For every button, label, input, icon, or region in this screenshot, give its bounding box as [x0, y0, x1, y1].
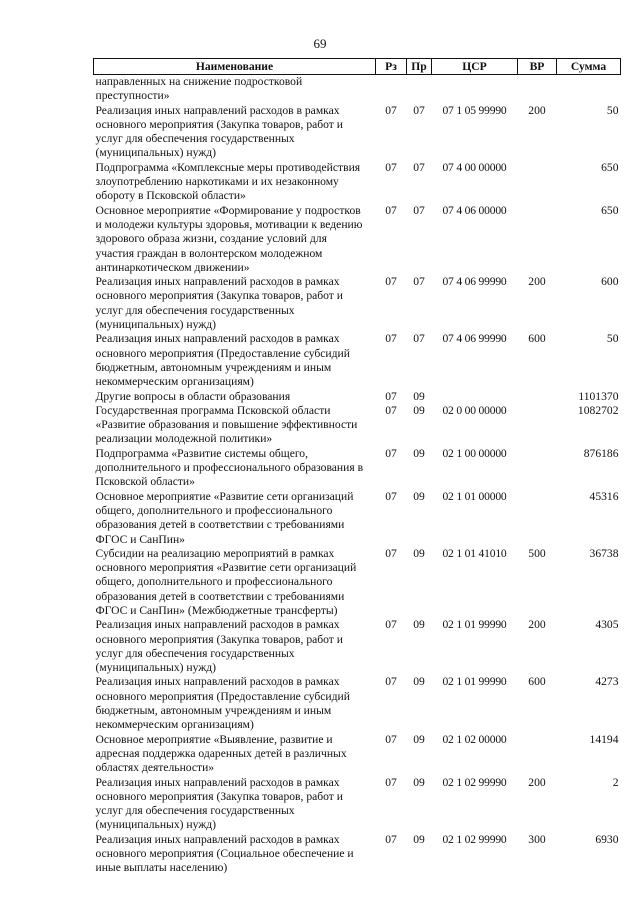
table-row: [94, 390, 621, 404]
row-rz: 07: [385, 446, 397, 460]
row-rz: 07: [385, 775, 397, 789]
table-row: [94, 776, 621, 833]
row-name: Основное мероприятие «Выявление, развитие и адресная поддержка одаренных детей в различных областях деятельности»: [95, 732, 347, 775]
row-pr: [407, 75, 432, 104]
row-sum: 876186: [583, 446, 619, 460]
row-sum: 45316: [589, 489, 619, 503]
row-name: Реализация иных направлений расходов в рамках основного мероприятия (Закупка товаров, работ и услуг для обеспечения государственных (муниципальных) нужд): [95, 275, 343, 332]
row-rz: 07: [385, 160, 397, 174]
row-sum: 600: [601, 275, 619, 289]
row-csr: 07 4 00 00000: [442, 160, 507, 174]
row-vr: 200: [528, 618, 546, 632]
row-name: Реализация иных направлений расходов в рамках основного мероприятия (Закупка товаров, работ и услуг для обеспечения государственных (муниципальных) нужд): [95, 775, 343, 832]
table-row: [94, 75, 621, 104]
row-name: Реализация иных направлений расходов в рамках основного мероприятия (Закупка товаров, работ и услуг для обеспечения государственных (муниципальных) нужд): [95, 618, 343, 675]
table-row: [94, 204, 621, 275]
row-pr: 09: [413, 775, 425, 789]
row-vr: 200: [528, 103, 546, 117]
row-csr: 02 1 02 99990: [442, 832, 507, 846]
table-row: [94, 675, 621, 732]
row-name: Подпрограмма «Комплексные меры противодействия злоупотреблению наркотиками и их незаконному обороту в Псковской области»: [95, 160, 361, 203]
row-vr: 200: [528, 775, 546, 789]
row-csr: 07 1 05 99990: [442, 103, 507, 117]
row-pr: 09: [413, 389, 425, 403]
row-name: Субсидии на реализацию мероприятий в рамках основного мероприятия «Развитие сети организаций общего, дополнительного и профессионального образования детей в соответствии с требованиями ФГОС и СанПин» (Межбюджетные трансферты): [95, 546, 357, 617]
row-vr: [518, 733, 557, 776]
row-name: Государственная программа Псковской области «Развитие образования и повышение эффективности реализации молодежной политики»: [95, 403, 358, 446]
row-pr: 09: [413, 446, 425, 460]
row-sum: 50: [606, 103, 619, 117]
row-csr: 02 1 01 00000: [442, 489, 507, 503]
row-rz: 07: [385, 203, 397, 217]
row-pr: 07: [413, 332, 425, 346]
header-row: [94, 59, 621, 75]
row-csr: 02 1 00 00000: [442, 446, 507, 460]
row-sum: 14194: [589, 732, 619, 746]
row-rz: [376, 75, 407, 104]
header-sum: Сумма: [557, 59, 621, 75]
row-csr: 02 1 02 99990: [442, 775, 507, 789]
header-csr: ЦСР: [432, 59, 518, 75]
row-pr: 09: [413, 832, 425, 846]
table-row: [94, 733, 621, 776]
row-vr: 600: [528, 675, 546, 689]
row-csr: 02 1 01 99990: [442, 618, 507, 632]
row-pr: 09: [413, 546, 425, 560]
row-sum: [557, 75, 621, 104]
page-number: 69: [313, 36, 327, 51]
row-name: Реализация иных направлений расходов в рамках основного мероприятия (Социальное обеспечение и иные выплаты населению): [95, 832, 354, 875]
row-pr: 07: [413, 160, 425, 174]
budget-table: [93, 58, 621, 876]
row-sum: 6930: [595, 832, 619, 846]
row-sum: 650: [601, 160, 619, 174]
table-row: [94, 104, 621, 161]
row-csr: 02 0 00 00000: [442, 403, 507, 417]
row-vr: [518, 204, 557, 275]
row-csr: 07 4 06 99990: [442, 275, 507, 289]
row-name: Реализация иных направлений расходов в рамках основного мероприятия (Закупка товаров, работ и услуг для обеспечения государственных (муниципальных) нужд): [95, 103, 343, 160]
row-name: Подпрограмма «Развитие системы общего, дополнительного и профессионального образования в Псковской области»: [95, 446, 364, 489]
row-sum: 2: [612, 775, 619, 789]
row-vr: [518, 390, 557, 404]
row-vr: 500: [528, 546, 546, 560]
row-rz: 07: [385, 675, 397, 689]
table-row: [94, 447, 621, 490]
row-pr: 07: [413, 275, 425, 289]
row-pr: 09: [413, 675, 425, 689]
row-vr: [518, 404, 557, 447]
row-csr: [432, 75, 518, 104]
table-row: [94, 332, 621, 389]
row-name: Другие вопросы в области образования: [95, 389, 291, 403]
row-vr: 200: [528, 275, 546, 289]
row-vr: 600: [528, 332, 546, 346]
row-pr: 09: [413, 489, 425, 503]
row-rz: 07: [385, 403, 397, 417]
row-name: Основное мероприятие «Формирование у подростков и молодежи культуры здоровья, мотивации к ведению здорового образа жизни, создание условий для участия граждан в волонтерском молодежном антинаркотическом движении»: [95, 203, 363, 274]
table-row: [94, 547, 621, 618]
row-pr: 09: [413, 618, 425, 632]
row-vr: [518, 447, 557, 490]
header-name: Наименование: [94, 59, 376, 75]
row-vr: [518, 75, 557, 104]
row-name: Реализация иных направлений расходов в рамках основного мероприятия (Предоставление субсидий бюджетным, автономным учреждениям и иным некоммерческим организациям): [95, 675, 350, 732]
row-rz: 07: [385, 618, 397, 632]
row-pr: 07: [413, 103, 425, 117]
row-sum: 36738: [589, 546, 619, 560]
row-rz: 07: [385, 489, 397, 503]
row-csr: 07 4 06 00000: [442, 203, 507, 217]
row-sum: 4305: [595, 618, 619, 632]
header-rz: Рз: [376, 59, 407, 75]
table-row: [94, 618, 621, 675]
row-sum: 50: [606, 332, 619, 346]
header-vr: ВР: [518, 59, 557, 75]
row-sum: 4273: [595, 675, 619, 689]
row-vr: 300: [528, 832, 546, 846]
row-rz: 07: [385, 389, 397, 403]
row-name: направленных на снижение подростковой преступности»: [95, 75, 303, 103]
table-row: [94, 275, 621, 332]
table-row: [94, 404, 621, 447]
row-sum: 650: [601, 203, 619, 217]
row-sum: 1082702: [577, 403, 619, 417]
row-rz: 07: [385, 332, 397, 346]
row-name: Основное мероприятие «Развитие сети организаций общего, дополнительного и профессионального образования детей в соответствии с требованиями ФГОС и СанПин»: [95, 489, 354, 546]
row-csr: 02 1 01 41010: [442, 546, 507, 560]
row-rz: 07: [385, 103, 397, 117]
row-rz: 07: [385, 275, 397, 289]
table-row: [94, 833, 621, 876]
table-row: [94, 161, 621, 204]
row-rz: 07: [385, 732, 397, 746]
row-csr: [432, 390, 518, 404]
table-row: [94, 490, 621, 547]
row-pr: 09: [413, 732, 425, 746]
row-csr: 07 4 06 99990: [442, 332, 507, 346]
row-pr: 09: [413, 403, 425, 417]
row-rz: 07: [385, 832, 397, 846]
row-csr: 02 1 02 00000: [442, 732, 507, 746]
row-sum: 1101370: [578, 389, 619, 403]
row-name: Реализация иных направлений расходов в рамках основного мероприятия (Предоставление субсидий бюджетным, автономным учреждениям и иным некоммерческим организациям): [95, 332, 350, 389]
row-vr: [518, 161, 557, 204]
row-rz: 07: [385, 546, 397, 560]
header-pr: Пр: [407, 59, 432, 75]
row-csr: 02 1 01 99990: [442, 675, 507, 689]
row-pr: 07: [413, 203, 425, 217]
row-vr: [518, 490, 557, 547]
